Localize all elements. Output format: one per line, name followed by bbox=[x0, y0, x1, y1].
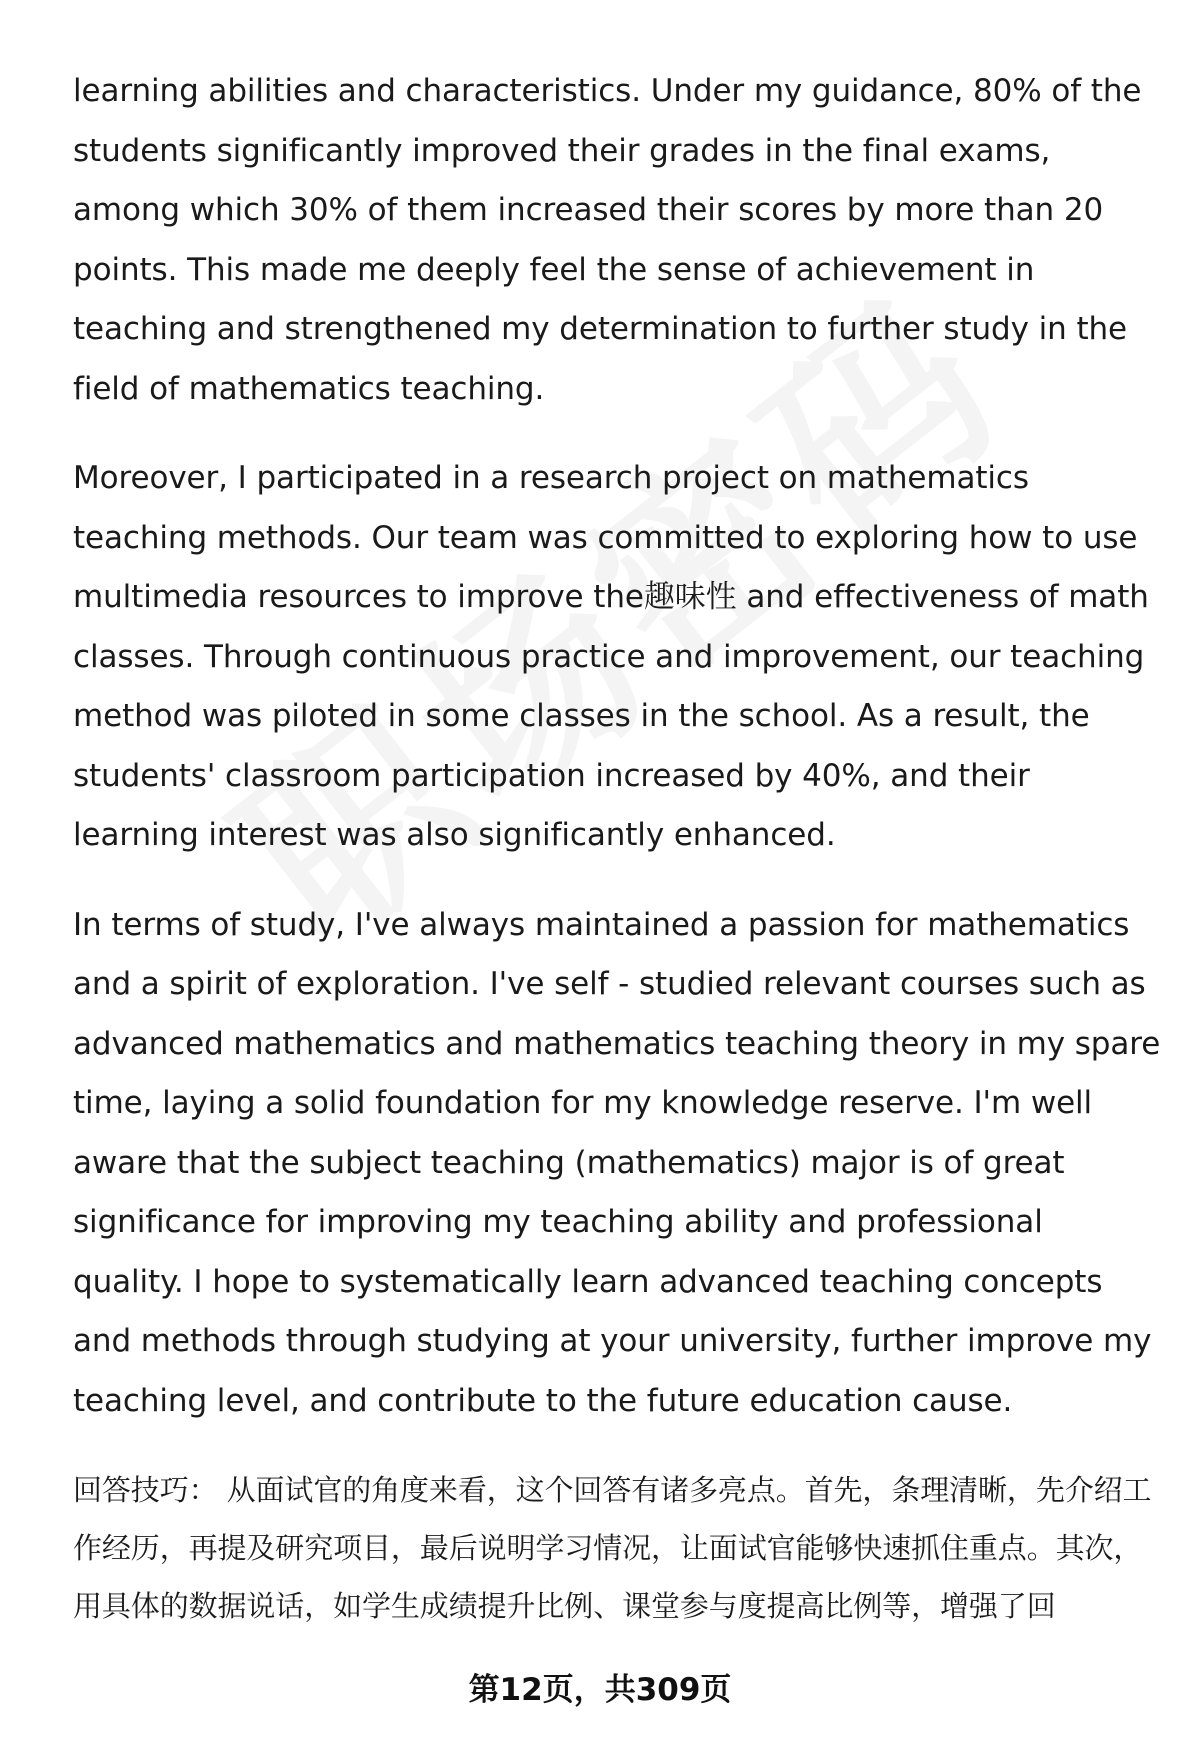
answer-tip: 回答技巧： 从面试官的角度来看，这个回答有诸多亮点。首先，条理清晰，先介绍工作经历，再提及研究项目，最后说明学习情况，让面试官能够快速抓住重点。其次，用具体的数据说话，如学生成绩提升比例、课堂参与度提高比例等，增强了回 bbox=[73, 1473, 1152, 1623]
page-number: 第12页，共309页 bbox=[468, 1672, 732, 1708]
paragraph-research-project: Moreover, I participated in a research project on mathematics teaching methods. Our team was committed to exploring how to use multimedia resources to improve the趣味性 and effectiveness of math classes. Through continuous practice and improvement, our teaching method was piloted in some classes in the school. As a result, the students' classroom participation increased by 40%, and their learning interest was also significantly enhanced. bbox=[73, 460, 1149, 853]
page-content bbox=[73, 62, 1163, 1665]
paragraph-work-experience: learning abilities and characteristics. Under my guidance, 80% of the students significantly improved their grades in the final exams, among which 30% of them increased their scores by more than 20 points. This made me deeply feel the sense of achievement in teaching and strengthened my determination to further study in the field of mathematics teaching. bbox=[73, 73, 1142, 407]
paragraph-study: In terms of study, I've always maintained a passion for mathematics and a spirit of exploration. I've self - studied relevant courses such as advanced mathematics and mathematics teaching theory in my spare time, laying a solid foundation for my knowledge reserve. I'm well aware that the subject teaching (mathematics) major is of great significance for improving my teaching ability and professional quality. I hope to systematically learn advanced teaching concepts and methods through studying at your university, further improve my teaching level, and contribute to the future education cause. bbox=[73, 906, 1161, 1419]
